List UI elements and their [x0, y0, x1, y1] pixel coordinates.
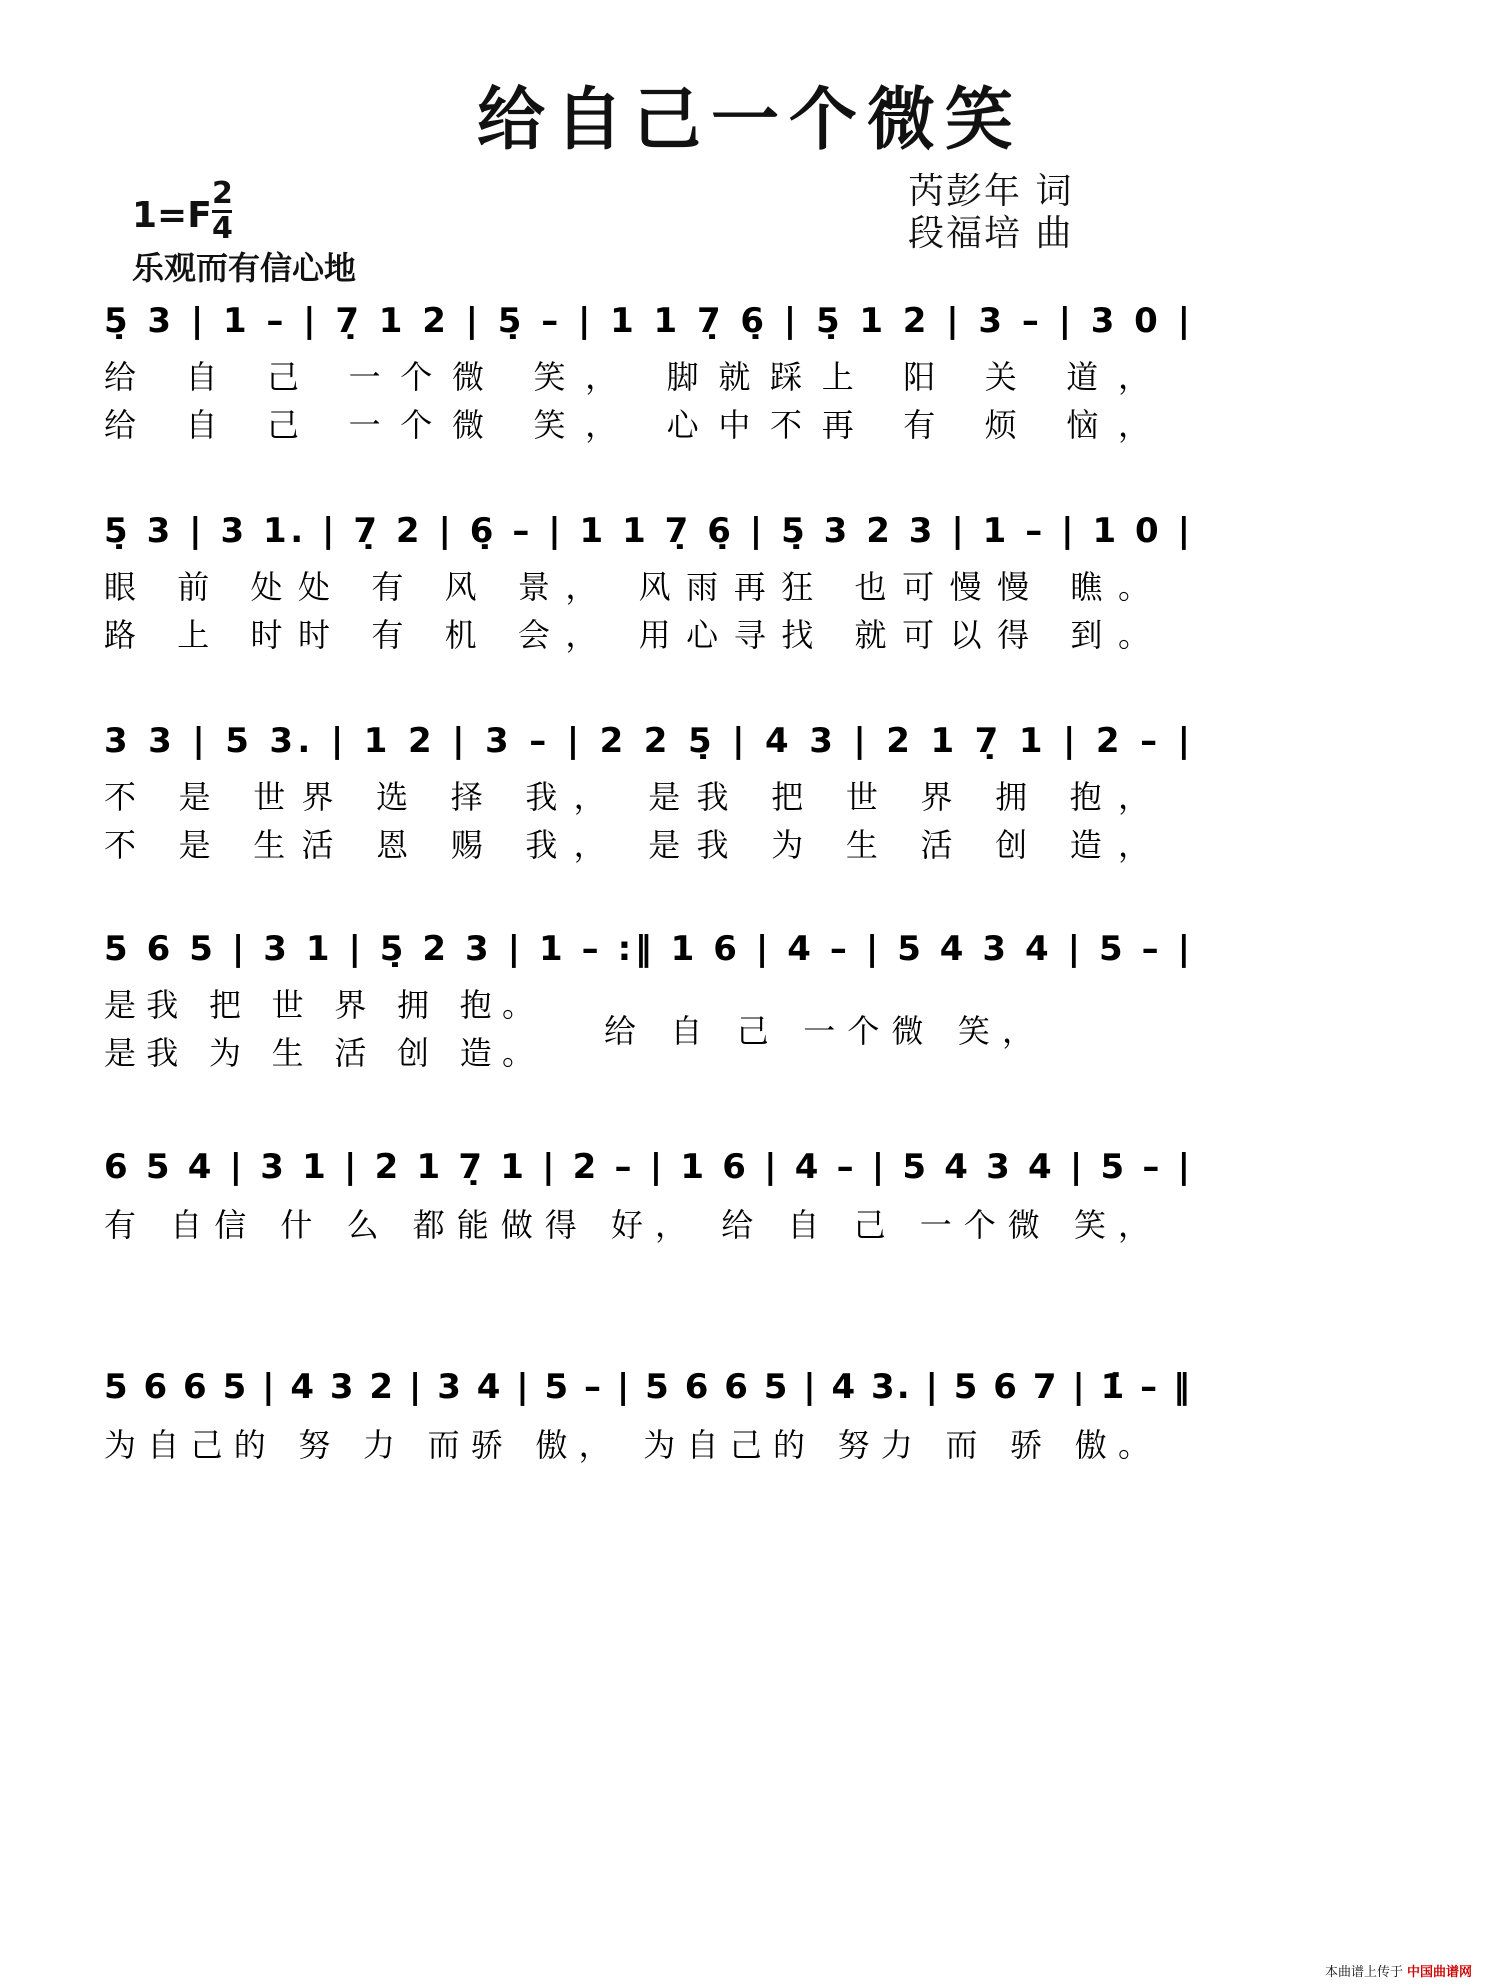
score-system — [104, 301, 1190, 444]
notation-line: 6 5 4 | 3 1 | 2 1 7̣ 1 | 2 – | 1 6 | 4 – | 5 4 3 4 | 5 – | — [104, 1147, 1190, 1187]
footer-text: 本曲谱上传于 — [1324, 1965, 1403, 1980]
score-system — [104, 511, 1190, 654]
lyric-line: 路 上 时时 有 机 会， 用心寻找 就可以得 到。 — [104, 616, 1150, 654]
lyric-line: 眼 前 处处 有 风 景， 风雨再狂 也可慢慢 瞧。 — [104, 568, 1150, 606]
score-system — [104, 1147, 1190, 1244]
score-system — [104, 721, 1190, 864]
key-label: 1=F — [132, 195, 212, 236]
lyric-line: 为自己的 努 力 而骄 傲， 为自己的 努力 而 骄 傲。 — [104, 1426, 1150, 1464]
lyric-line: 给 自 己 一个微 笑， — [604, 1012, 1034, 1050]
notation-line: 5̣ 3 | 1 – | 7̣ 1 2 | 5̣ – | 1 1 7̣ 6̣ | 5̣ 1 2 | 3 – | 3 0 | — [104, 301, 1190, 341]
lyric-line: 给 自 己 一个微 笑， 脚就踩上 阳 关 道， — [104, 358, 1150, 396]
score-system — [104, 929, 1190, 1072]
lyric-line: 给 自 己 一个微 笑， 心中不再 有 烦 恼， — [104, 406, 1150, 444]
lyric-line: 不 是 生活 恩 赐 我， 是我 为 生 活 创 造， — [104, 826, 1151, 864]
lyricist-credit: 芮彭年 词 — [908, 171, 1074, 212]
notation-line: 5 6 6 5 | 4 3 2 | 3 4 | 5 – | 5 6 6 5 | 4 3. | 5 6 7 | 1̇ – ‖ — [104, 1367, 1190, 1407]
lyric-line: 不 是 世界 选 择 我， 是我 把 世 界 拥 抱， — [104, 778, 1151, 816]
notation-line: 5 6 5 | 3 1 | 5̣ 2 3 | 1 – :‖ 1 6 | 4 – | 5 4 3 4 | 5 – | — [104, 929, 1190, 969]
tempo-marking: 乐观而有信心地 — [132, 249, 357, 287]
score-system — [104, 1367, 1190, 1464]
time-top: 2 — [212, 176, 233, 211]
notation-line: 3 3 | 5 3. | 1 2 | 3 – | 2 2 5̣ | 4 3 | 2 1 7̣ 1 | 2 – | — [104, 721, 1190, 761]
notation-line: 5̣ 3 | 3 1. | 7̣ 2 | 6̣ – | 1 1 7̣ 6̣ | 5̣ 3 2 3 | 1 – | 1 0 | — [104, 511, 1191, 551]
lyric-line: 是我 为 生 活 创 造。 — [104, 1034, 534, 1072]
lyric-line: 是我 把 世 界 拥 抱。 — [104, 986, 534, 1024]
site-brand: 中国曲谱网 — [1406, 1965, 1472, 1980]
lyric-line: 有 自信 什 么 都能做得 好， 给 自 己 一个微 笑， — [104, 1206, 1150, 1244]
composer-credit: 段福培 曲 — [908, 213, 1074, 254]
footer-credit — [1325, 1961, 1472, 1980]
score-title: 给自己一个微笑 — [476, 80, 1023, 160]
time-bottom: 4 — [212, 211, 233, 246]
